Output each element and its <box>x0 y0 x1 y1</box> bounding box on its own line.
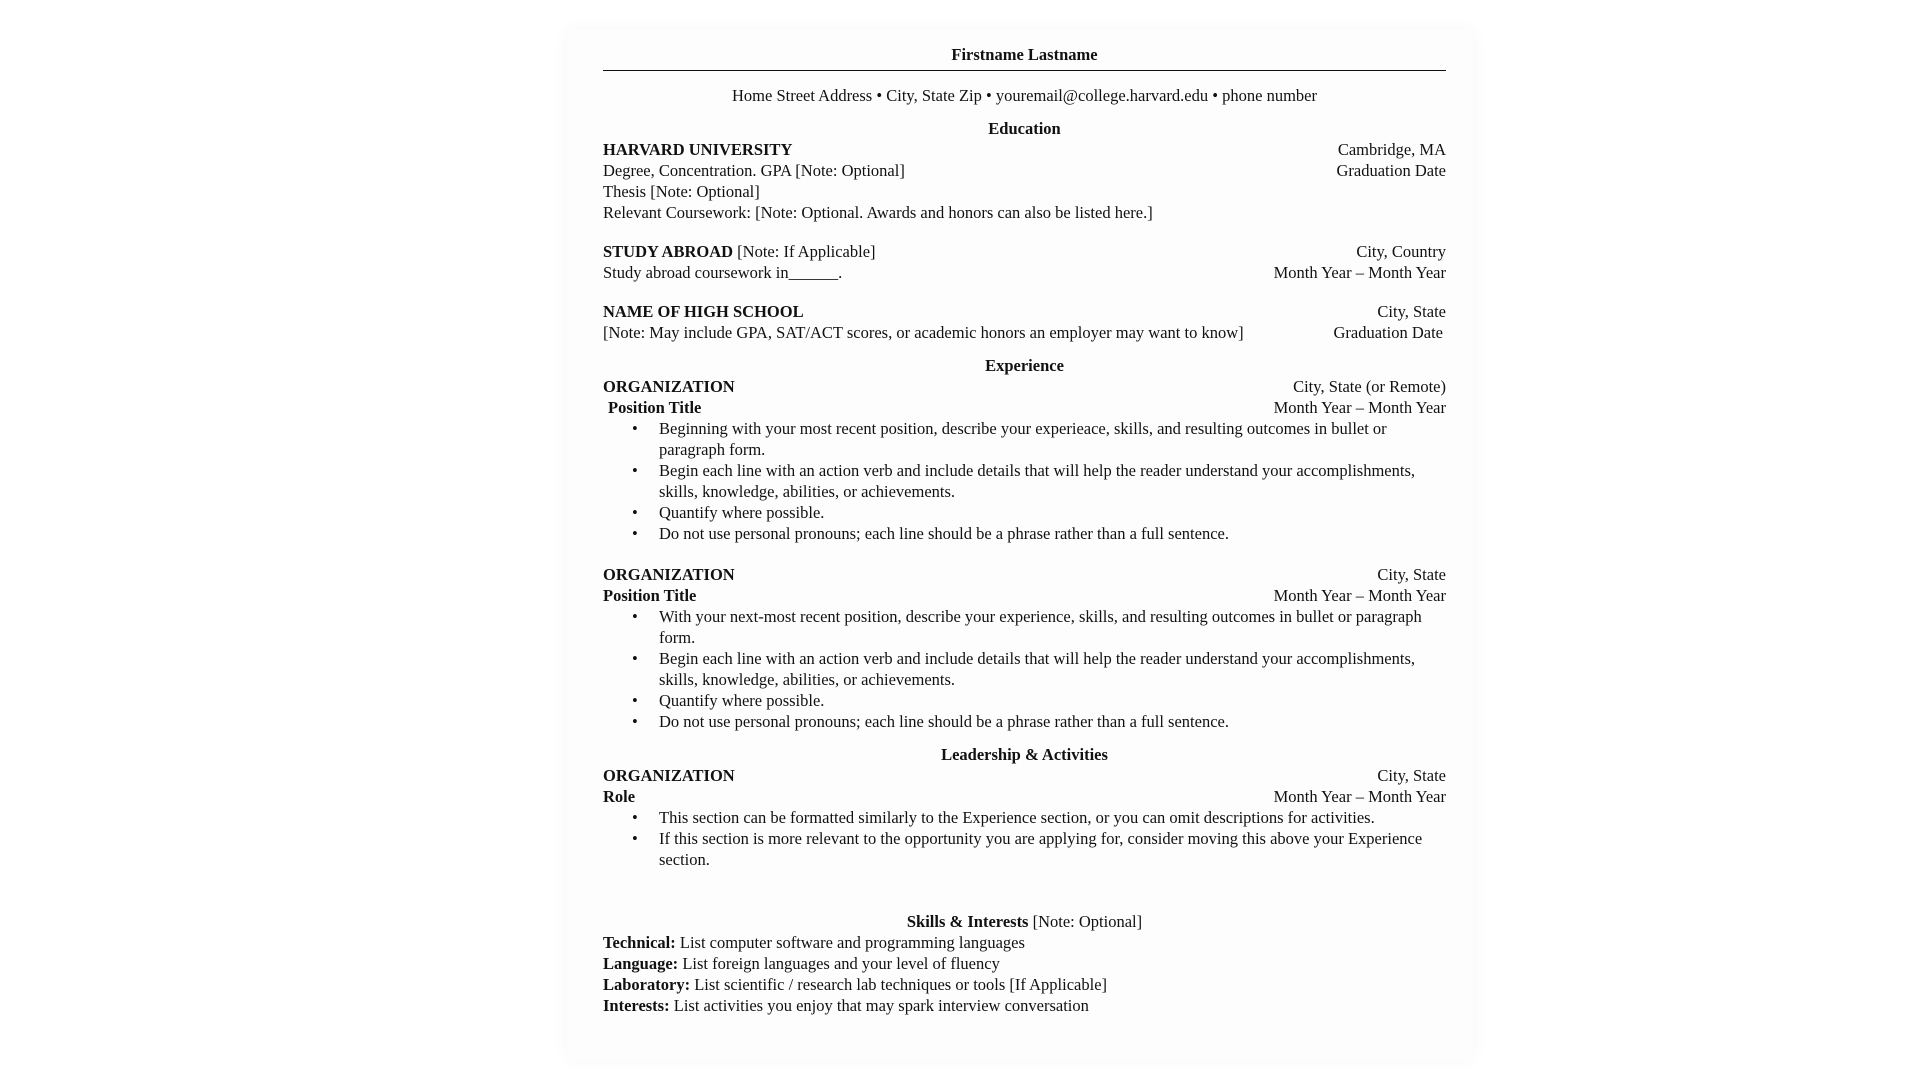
graduation-date: Graduation Date <box>1336 161 1446 180</box>
organization-location: City, State <box>1377 565 1446 584</box>
skill-line-interests <box>603 995 1446 1016</box>
position-title: Position Title <box>603 586 697 605</box>
study-abroad-name: STUDY ABROAD <box>603 242 734 261</box>
thesis-line: Thesis [Note: Optional] <box>603 182 760 201</box>
skills-title: Skills & Interests <box>906 912 1029 931</box>
role-title: Role <box>603 787 636 806</box>
bullet-list <box>603 807 1446 870</box>
experience-entry <box>603 376 1446 544</box>
bullet-item: • Begin each line with an action verb and include details that will help the reader understand your accomplishments, skills, knowledge, abilities, or achievements. <box>659 460 1446 502</box>
skill-label: Language: <box>603 954 679 973</box>
bullet-item: • Do not use personal pronouns; each line should be a phrase rather than a full sentence. <box>659 523 1446 544</box>
organization-location: City, State <box>1377 766 1446 785</box>
school-name: HARVARD UNIVERSITY <box>603 140 793 159</box>
resume-name: Firstname Lastname <box>951 45 1098 64</box>
school-location: Cambridge, MA <box>1337 140 1446 159</box>
skill-text: List foreign languages and your level of fluency <box>682 954 1000 973</box>
skill-line-language <box>603 953 1446 974</box>
skill-text: List computer software and programming languages <box>679 933 1025 952</box>
study-abroad-dates: Month Year – Month Year <box>1273 263 1446 282</box>
role-dates: Month Year – Month Year <box>1273 787 1446 806</box>
education-heading: Education <box>988 119 1061 138</box>
skill-label: Interests: <box>603 996 670 1015</box>
position-dates: Month Year – Month Year <box>1273 586 1446 605</box>
skill-line-technical <box>603 932 1446 953</box>
study-abroad-coursework: Study abroad coursework in______. <box>603 263 843 282</box>
high-school-graduation-date: Graduation Date <box>1333 323 1443 342</box>
bullet-item: • With your next-most recent position, describe your experience, skills, and resulting outcomes in bullet or paragraph form. <box>659 606 1446 648</box>
study-abroad-note: [Note: If Applicable] <box>737 242 876 261</box>
bullet-item: • This section can be formatted similarly to the Experience section, or you can omit descriptions for activities. <box>659 807 1446 828</box>
bullet-item: • Quantify where possible. <box>659 690 1446 711</box>
organization-name: ORGANIZATION <box>603 565 735 584</box>
skills-list <box>603 932 1446 1016</box>
contact-line: Home Street Address • City, State Zip • youremail@college.harvard.edu • phone number <box>732 86 1317 105</box>
leadership-entry <box>603 765 1446 870</box>
skill-label: Laboratory: <box>603 975 691 994</box>
skill-line-laboratory <box>603 974 1446 995</box>
high-school-name: NAME OF HIGH SCHOOL <box>603 302 804 321</box>
coursework-line: Relevant Coursework: [Note: Optional. Awards and honors can also be listed here.] <box>603 203 1153 222</box>
bullet-item: • Quantify where possible. <box>659 502 1446 523</box>
position-dates: Month Year – Month Year <box>1273 398 1446 417</box>
bullet-list <box>603 606 1446 732</box>
high-school-note: [Note: May include GPA, SAT/ACT scores, or academic honors an employer may want to know] <box>603 323 1244 342</box>
education-entry-study-abroad <box>603 241 1446 283</box>
skill-text: List activities you enjoy that may spark interview conversation <box>673 996 1089 1015</box>
bullet-item: • Do not use personal pronouns; each line should be a phrase rather than a full sentence. <box>659 711 1446 732</box>
high-school-location: City, State <box>1377 302 1446 321</box>
resume-document <box>603 44 1446 1016</box>
education-entry-high-school <box>603 301 1446 343</box>
study-abroad-location: City, Country <box>1356 242 1446 261</box>
bullet-item: • If this section is more relevant to the opportunity you are applying for, consider moving this above your Experience section. <box>659 828 1446 870</box>
skill-text: List scientific / research lab techniques or tools [If Applicable] <box>694 975 1108 994</box>
skills-heading <box>603 911 1446 932</box>
bullet-list <box>603 418 1446 544</box>
experience-entry <box>603 564 1446 732</box>
position-title: Position Title <box>608 398 702 417</box>
leadership-heading: Leadership & Activities <box>941 745 1108 764</box>
organization-name: ORGANIZATION <box>603 377 735 396</box>
header-divider <box>603 70 1446 71</box>
education-entry-harvard <box>603 139 1446 223</box>
skills-title-note: [Note: Optional] <box>1032 912 1143 931</box>
bullet-item: • Beginning with your most recent position, describe your experieace, skills, and resulting outcomes in bullet or paragraph form. <box>659 418 1446 460</box>
bullet-item: • Begin each line with an action verb and include details that will help the reader understand your accomplishments, skills, knowledge, abilities, or achievements. <box>659 648 1446 690</box>
degree-line: Degree, Concentration. GPA [Note: Optional] <box>603 161 905 180</box>
skill-label: Technical: <box>603 933 676 952</box>
organization-location: City, State (or Remote) <box>1293 377 1446 396</box>
organization-name: ORGANIZATION <box>603 766 735 785</box>
experience-heading: Experience <box>985 356 1064 375</box>
